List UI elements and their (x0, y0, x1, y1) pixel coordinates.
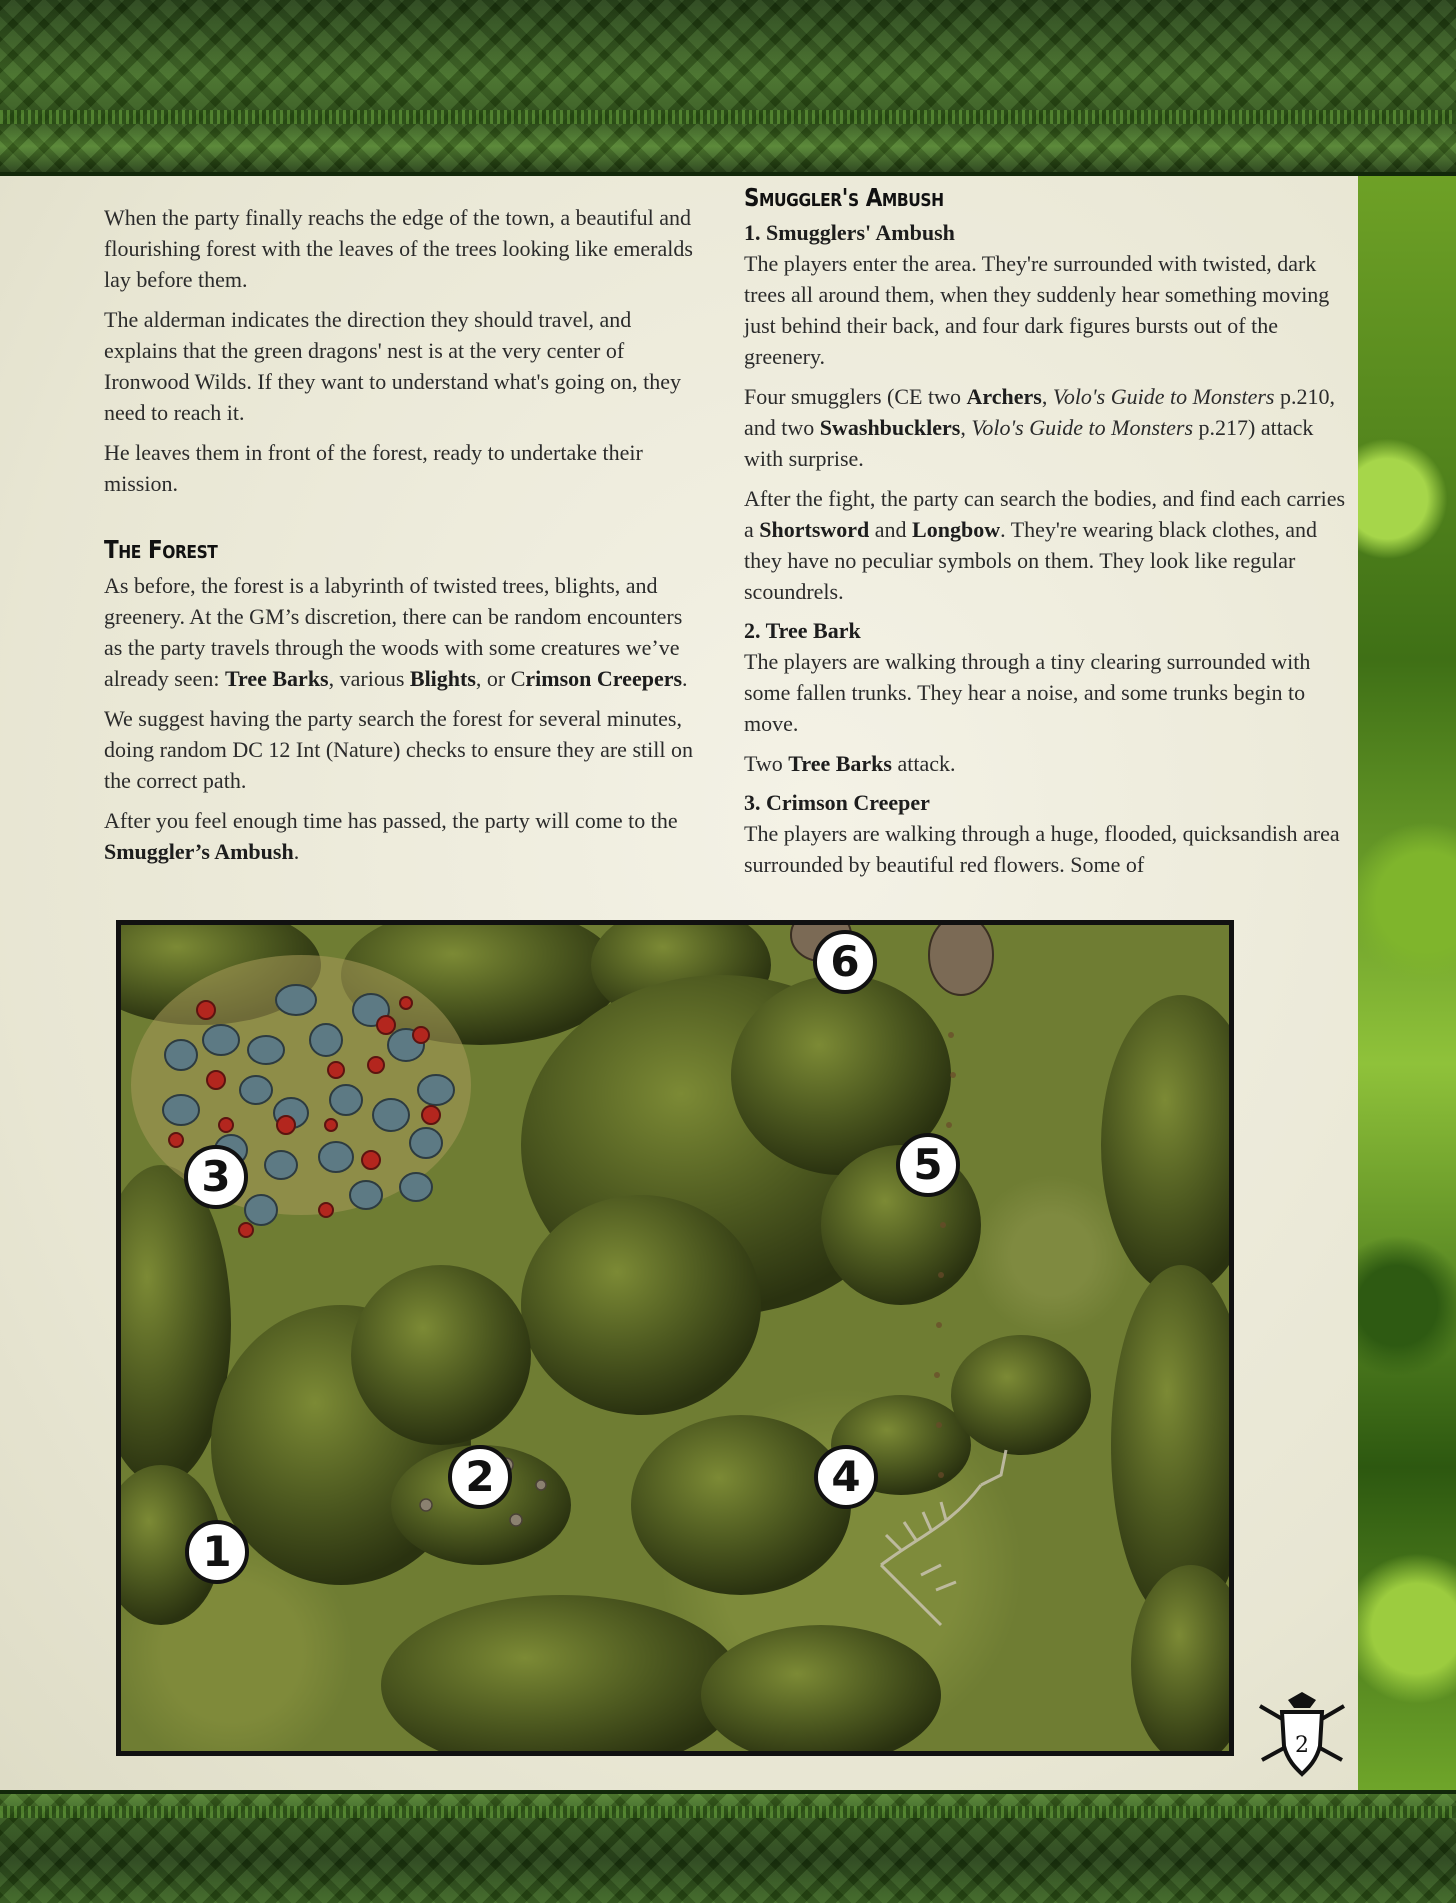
encounter-2-paragraph-1: The players are walking through a tiny clearing surrounded with some fallen trunks. They hear a noise, and some trunks begin to move. (744, 649, 1311, 736)
encounter-1-paragraph-1: The players enter the area. They're surrounded with twisted, dark trees all around them, when they suddenly hear something moving just behind their back, and four dark figures bursts out of the greenery. (744, 251, 1330, 369)
encounter-1-paragraph-2: Four smugglers (CE two Archers, Volo's Guide to Monsters p.210, and two Swashbucklers, Volo's Guide to Monsters p.217) attack with surprise. (744, 384, 1335, 471)
map-marker-6: 6 (813, 930, 877, 994)
encounter-2-heading: 2. Tree Bark (744, 618, 861, 643)
page-number: 2 (1295, 1733, 1309, 1758)
forest-paragraph-2: We suggest having the party search the forest for several minutes, doing random DC 12 Int (Nature) checks to ensure they are still on the correct path. (104, 706, 693, 793)
encounter-2-paragraph-2: Two Tree Barks attack. (744, 751, 956, 776)
map-terrain (121, 925, 1229, 1751)
shield-icon (1254, 1690, 1350, 1780)
map-marker-1: 1 (185, 1520, 249, 1584)
intro-paragraph-2: The alderman indicates the direction they should travel, and explains that the green dragons' nest is at the very center of Ironwood Wilds. If they want to understand what's going on, they need to reach it. (104, 307, 682, 425)
right-column (744, 182, 1348, 889)
page-number-emblem (1254, 1690, 1350, 1780)
map-marker-2: 2 (448, 1445, 512, 1509)
forest-paragraph-1: As before, the forest is a labyrinth of twisted trees, blights, and greenery. At the GM’s discretion, there can be random encounters as the party travels through the woods with some creatures we’ve already seen: Tree Barks, various Blights, or Crimson Creepers. (104, 573, 688, 691)
encounter-3-paragraph-1: The players are walking through a huge, flooded, quicksandish area surrounded by beautiful red flowers. Some of (744, 821, 1340, 877)
forest-paragraph-3: After you feel enough time has passed, the party will come to the Smuggler’s Ambush. (104, 808, 678, 864)
encounter-1-paragraph-3: After the fight, the party can search the bodies, and find each carries a Shortsword and Longbow. They're wearing black clothes, and they have no peculiar symbols on them. They look like regular scoundrels. (744, 486, 1346, 604)
top-decorative-border (0, 0, 1456, 176)
encounter-1-heading: 1. Smugglers' Ambush (744, 220, 955, 245)
encounter-3-heading: 3. Crimson Creeper (744, 790, 930, 815)
map-marker-5: 5 (896, 1133, 960, 1197)
left-column (104, 202, 704, 876)
battle-map (116, 920, 1234, 1756)
map-marker-4: 4 (814, 1445, 878, 1509)
ambush-section-title: Smuggler's Ambush (744, 183, 944, 212)
side-decorative-strip (1358, 176, 1456, 1790)
forest-section-title: The Forest (104, 535, 218, 564)
bottom-decorative-border (0, 1790, 1456, 1903)
intro-paragraph-1: When the party finally reachs the edge of the town, a beautiful and flourishing forest with the leaves of the trees looking like emeralds lay before them. (104, 205, 693, 292)
intro-paragraph-3: He leaves them in front of the forest, ready to undertake their mission. (104, 440, 643, 496)
map-marker-3: 3 (184, 1145, 248, 1209)
